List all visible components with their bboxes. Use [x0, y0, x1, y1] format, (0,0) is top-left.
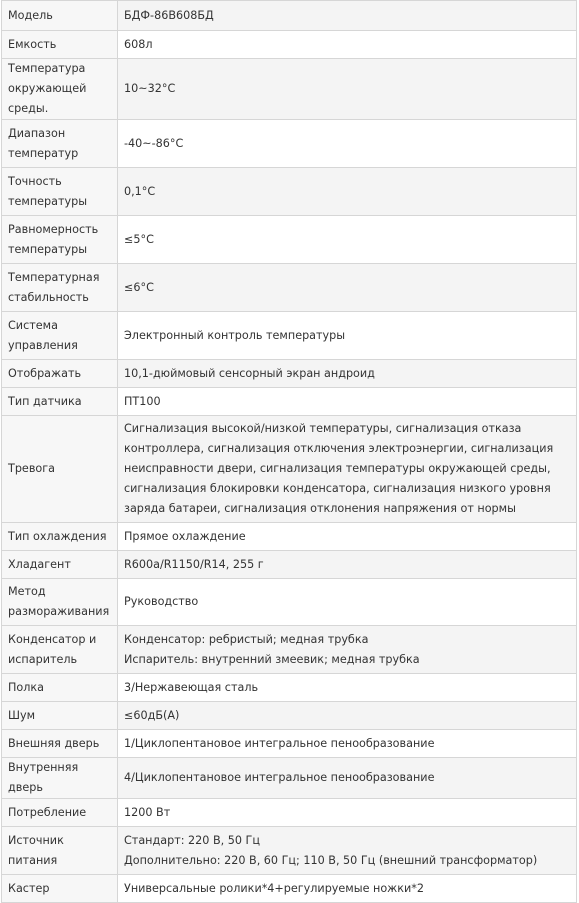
table-row [2, 416, 577, 523]
spec-value-line: Дополнительно: 220 В, 60 Гц; 110 В, 50 Гц (внешний трансформатор) [124, 853, 538, 867]
spec-value-line: 1200 Вт [124, 805, 171, 819]
table-row [2, 827, 577, 875]
table-row [2, 674, 577, 702]
spec-value-line: R600a/R1150/R14, 255 г [124, 557, 264, 571]
spec-key: Полка [2, 674, 118, 702]
table-row [2, 523, 577, 551]
spec-value [118, 799, 577, 827]
spec-value-line: 1/Циклопентановое интегральное пенообразование [124, 736, 435, 750]
spec-value [118, 59, 577, 120]
spec-table-body [2, 1, 577, 903]
table-row [2, 875, 577, 903]
spec-key: Тревога [2, 416, 118, 523]
spec-key: Точность температуры [2, 168, 118, 216]
spec-value-line: -40~-86°C [124, 136, 184, 150]
spec-value-line: ПТ100 [124, 394, 161, 408]
spec-value [118, 216, 577, 264]
spec-key: Внешняя дверь [2, 730, 118, 758]
spec-value [118, 388, 577, 416]
spec-key: Тип датчика [2, 388, 118, 416]
table-row [2, 360, 577, 388]
spec-value-line: Электронный контроль температуры [124, 328, 346, 342]
table-row [2, 1, 577, 31]
spec-key: Температурная стабильность [2, 264, 118, 312]
table-row [2, 264, 577, 312]
spec-key: Шум [2, 702, 118, 730]
table-row [2, 730, 577, 758]
spec-value [118, 416, 577, 523]
table-row [2, 758, 577, 799]
spec-value-line: Универсальные ролики*4+регулируемые ножки*2 [124, 881, 424, 895]
table-row [2, 168, 577, 216]
spec-value-line: Стандарт: 220 В, 50 Гц [124, 833, 260, 847]
spec-value [118, 31, 577, 59]
spec-key: Диапазон температур [2, 120, 118, 168]
spec-value [118, 626, 577, 674]
spec-value-line: Испаритель: внутренний змеевик; медная трубка [124, 652, 420, 666]
table-row [2, 626, 577, 674]
spec-value [118, 702, 577, 730]
spec-key: Источник питания [2, 827, 118, 875]
spec-value [118, 1, 577, 31]
spec-value [118, 730, 577, 758]
table-row [2, 579, 577, 626]
spec-value-line: 3/Нержавеющая сталь [124, 680, 259, 694]
spec-value [118, 674, 577, 702]
spec-key: Конденсатор и испаритель [2, 626, 118, 674]
spec-key: Система управления [2, 312, 118, 360]
spec-key: Модель [2, 1, 118, 31]
table-row [2, 312, 577, 360]
spec-value-line: 10~32°C [124, 82, 176, 95]
spec-key: Отображать [2, 360, 118, 388]
table-row [2, 31, 577, 59]
spec-value-line: ≤60дБ(А) [124, 708, 180, 722]
spec-key: Потребление [2, 799, 118, 827]
spec-key: Метод размораживания [2, 579, 118, 626]
spec-value-line: Конденсатор: ребристый; медная трубка [124, 632, 369, 646]
spec-value-line: Сигнализация высокой/низкой температуры, сигнализация отказа контроллера, сигнализация отключения электроэнергии, сигнализация неисправности двери, сигнализация температуры окружающей среды, сигнализация блокировки конденсатора, сигнализация низкого уровня заряда батареи, сигнализация отклонения напряжения от нормы [124, 422, 554, 515]
spec-table [1, 0, 577, 903]
spec-value [118, 827, 577, 875]
spec-value-line: ≤6°C [124, 280, 154, 294]
table-row [2, 388, 577, 416]
spec-value-line: Прямое охлаждение [124, 529, 246, 543]
spec-value [118, 360, 577, 388]
spec-key: Емкость [2, 31, 118, 59]
spec-value-line: 608л [124, 37, 153, 51]
spec-key: Кастер [2, 875, 118, 903]
spec-value-line: Руководство [124, 595, 199, 608]
spec-value [118, 264, 577, 312]
spec-key: Тип охлаждения [2, 523, 118, 551]
spec-key: Равномерность температуры [2, 216, 118, 264]
spec-value [118, 758, 577, 799]
spec-value-line: 10,1-дюймовый сенсорный экран андроид [124, 366, 375, 380]
spec-value [118, 523, 577, 551]
spec-value-line: ≤5°C [124, 232, 154, 246]
table-row [2, 59, 577, 120]
table-row [2, 120, 577, 168]
table-row [2, 799, 577, 827]
spec-value-line: 0,1°C [124, 184, 156, 198]
spec-value [118, 875, 577, 903]
spec-key: Внутренняя дверь [2, 758, 118, 799]
spec-value-line: БДФ-86В608БД [124, 8, 214, 22]
spec-value [118, 120, 577, 168]
table-row [2, 216, 577, 264]
spec-value-line: 4/Циклопентановое интегральное пенообразование [124, 771, 435, 784]
spec-key: Температура окружающей среды. [2, 59, 118, 120]
spec-value [118, 551, 577, 579]
spec-value [118, 168, 577, 216]
table-row [2, 551, 577, 579]
spec-value [118, 312, 577, 360]
spec-value [118, 579, 577, 626]
spec-key: Хладагент [2, 551, 118, 579]
table-row [2, 702, 577, 730]
